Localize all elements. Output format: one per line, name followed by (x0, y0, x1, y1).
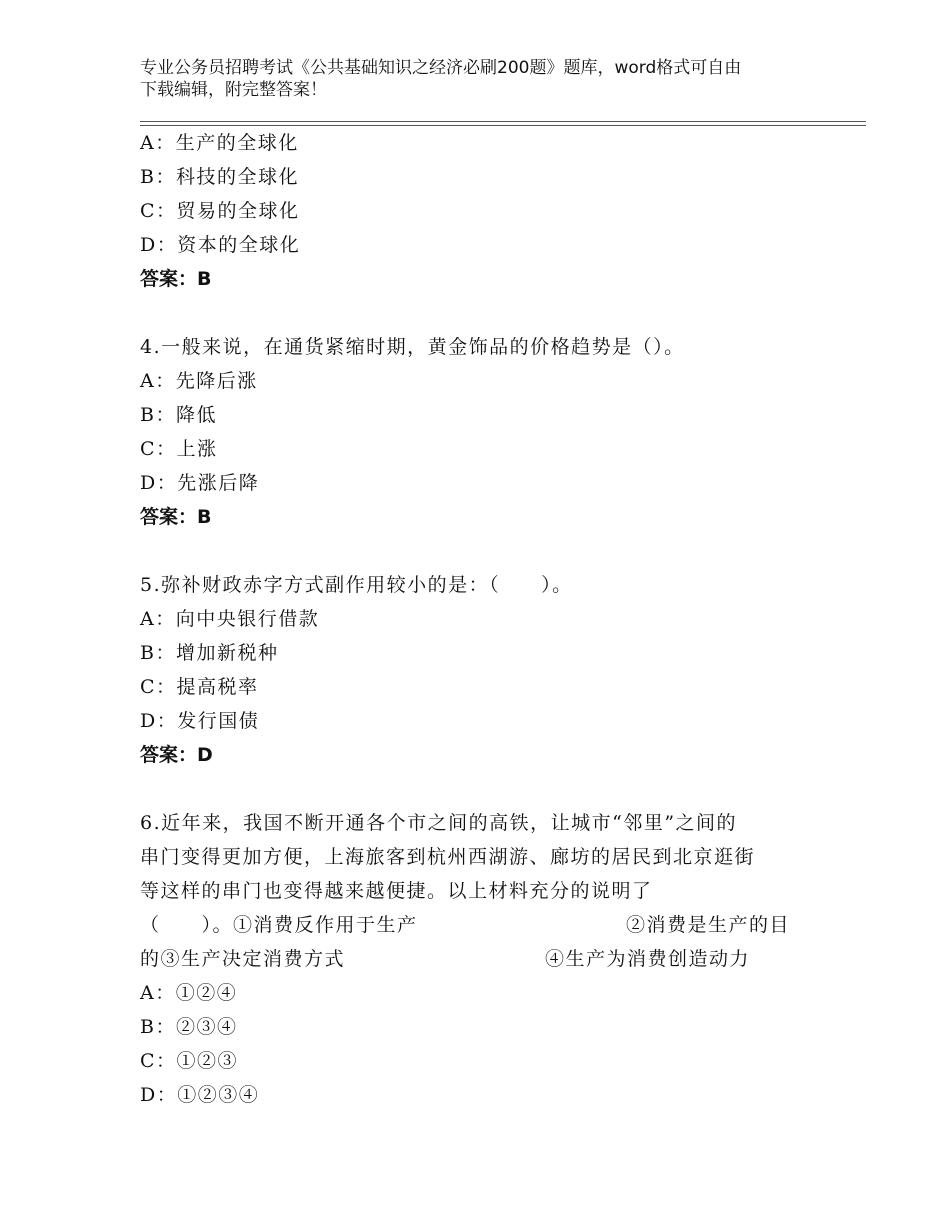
option-b: B：增加新税种 (140, 642, 279, 664)
statement-2: ②消费是生产的目 (625, 914, 790, 936)
question-4 (140, 330, 820, 534)
option-a: A：向中央银行借款 (140, 608, 320, 630)
question-content (140, 126, 820, 1112)
option-c: C：贸易的全球化 (140, 200, 300, 222)
answer-label: 答案：B (140, 268, 212, 290)
header-rule-top (140, 121, 866, 122)
statement-1: （ ）。①消费反作用于生产 (140, 914, 418, 936)
question-text: 4.一般来说，在通货紧缩时期，黄金饰品的价格趋势是（）。 (140, 336, 685, 358)
option-d: D：资本的全球化 (140, 234, 301, 256)
question-text: 5.弥补财政赤字方式副作用较小的是：（ ）。 (140, 574, 573, 596)
header-line-1: 专业公务员招聘考试《公共基础知识之经济必刷200题》题库，word格式可自由 (140, 58, 742, 78)
option-b: B：降低 (140, 404, 217, 426)
statement-3: 的③生产决定消费方式 (140, 948, 346, 970)
statement-4: ④生产为消费创造动力 (544, 948, 750, 970)
spacer (140, 772, 820, 806)
question-text (140, 806, 795, 976)
question-3 (140, 126, 820, 296)
question-line (140, 942, 750, 976)
option-a: A：生产的全球化 (140, 132, 299, 154)
question-line: 串门变得更加方便，上海旅客到杭州西湖游、廊坊的居民到北京逛街 (140, 846, 756, 868)
option-d: D：①②③④ (140, 1084, 260, 1106)
spacer (140, 534, 820, 568)
option-c: C：上涨 (140, 438, 218, 460)
answer-label: 答案：B (140, 506, 212, 528)
question-line: 6.近年来，我国不断开通各个市之间的高铁，让城市“邻里”之间的 (140, 812, 738, 834)
answer-label: 答案：D (140, 744, 213, 766)
option-b: B：②③④ (140, 1016, 238, 1038)
option-c: C：提高税率 (140, 676, 259, 698)
option-a: A：①②④ (140, 982, 238, 1004)
question-line (140, 908, 790, 942)
spacer (140, 296, 820, 330)
option-d: D：先涨后降 (140, 472, 260, 494)
option-d: D：发行国债 (140, 710, 260, 732)
option-a: A：先降后涨 (140, 370, 258, 392)
option-c: C：①②③ (140, 1050, 239, 1072)
question-6 (140, 806, 820, 1112)
document-header (140, 57, 820, 101)
question-5 (140, 568, 820, 772)
header-line-2: 下载编辑，附完整答案！ (140, 80, 327, 100)
question-line: 等这样的串门也变得越来越便捷。以上材料充分的说明了 (140, 880, 653, 902)
option-b: B：科技的全球化 (140, 166, 299, 188)
